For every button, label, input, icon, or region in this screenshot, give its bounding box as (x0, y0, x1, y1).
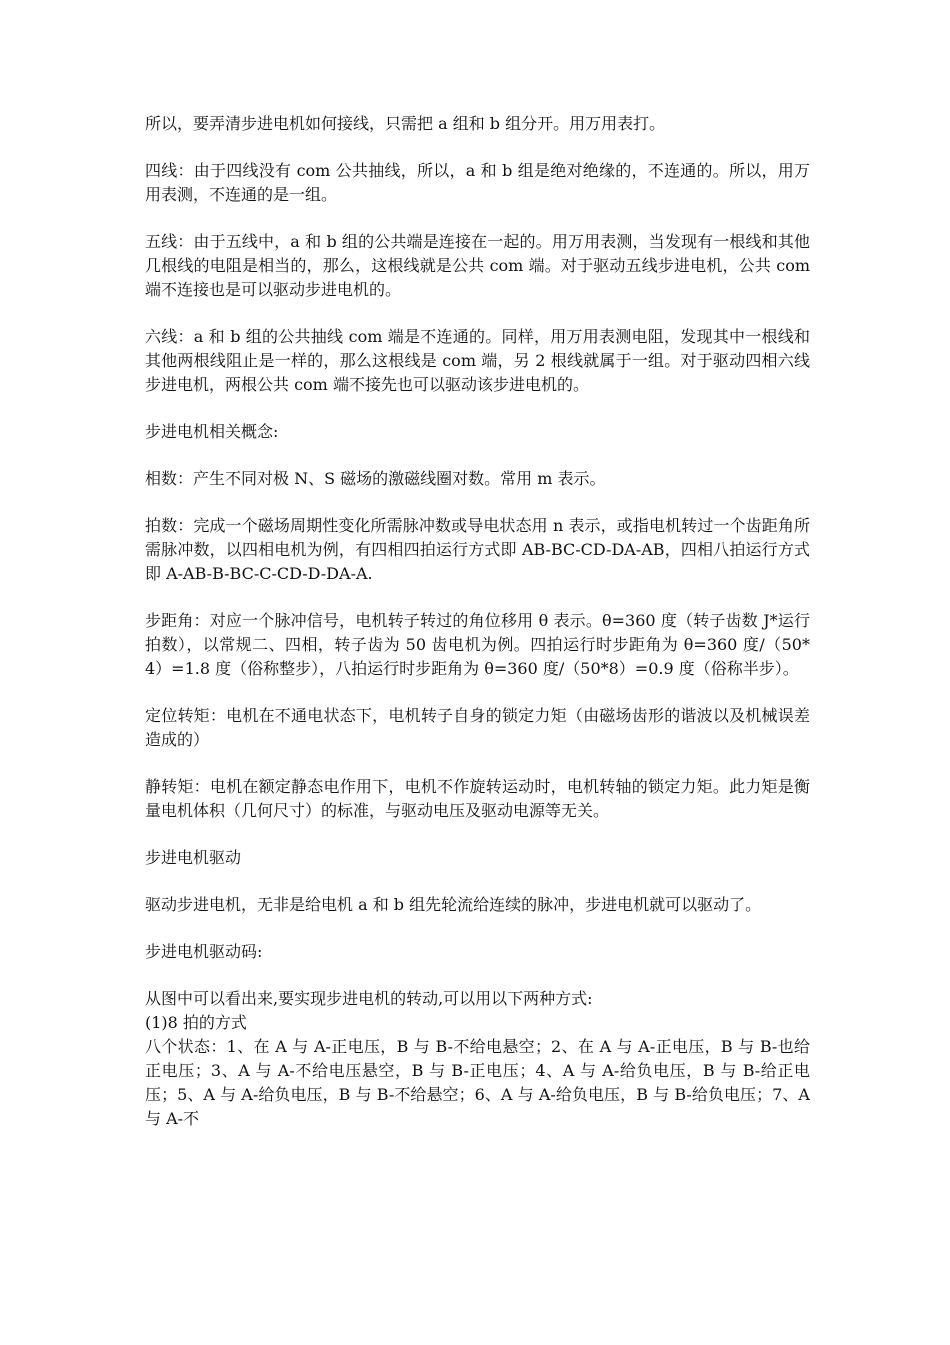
paragraph-gap (145, 823, 810, 846)
paragraph-static-torque: 静转矩：电机在额定静态电作用下，电机不作旋转运动时，电机转轴的锁定力矩。此力矩是衡量电机体积（几何尺寸）的标准，与驱动电压及驱动电源等无关。 (145, 777, 810, 820)
paragraph-detent-torque: 定位转矩：电机在不通电状态下，电机转子自身的锁定力矩（由磁场齿形的谐波以及机械误差造成的） (145, 706, 810, 749)
paragraph-gap (145, 752, 810, 775)
paragraph-eight-beat-heading: (1)8 拍的方式 (145, 1013, 247, 1032)
paragraph-step-angle: 步距角：对应一个脉冲信号，电机转子转过的角位移用 θ 表示。θ=360 度（转子齿数 J*运行拍数），以常规二、四相，转子齿为 50 齿电机为例。四拍运行时步距角为 θ=360 度/（50*4）=1.8 度（俗称整步），八拍运行时步距角为 θ=360 度/（50*8）=0.9 度（俗称半步）。 (145, 611, 810, 678)
paragraph-four-wire: 四线：由于四线没有 com 公共抽线，所以，a 和 b 组是绝对绝缘的，不连通的。所以，用万用表测，不连通的是一组。 (145, 161, 810, 204)
paragraph-gap (145, 917, 810, 940)
section-heading-drive: 步进电机驱动 (145, 848, 242, 867)
paragraph-gap (145, 870, 810, 893)
paragraph-phase-count: 相数：产生不同对极 N、S 磁场的激磁线圈对数。常用 m 表示。 (145, 469, 606, 488)
paragraph-gap (145, 207, 810, 230)
paragraph-gap (145, 302, 810, 325)
paragraph-drive: 驱动步进电机，无非是给电机 a 和 b 组先轮流给连续的脉冲，步进电机就可以驱动了。 (145, 895, 762, 914)
paragraph-gap (145, 136, 810, 159)
paragraph-eight-states: 八个状态：1、在 A 与 A-正电压，B 与 B-不给电悬空；2、在 A 与 A-正电压，B 与 B-也给正电压；3、A 与 A-不给电压悬空，B 与 B-正电压；4、A 与 A-给负电压，B 与 B-给正电压；5、A 与 A-给负电压，B 与 B-不给悬空；6、A 与 A-给负电压，B 与 B-给负电压；7、A 与 A-不 (145, 1037, 810, 1128)
paragraph-beat-count: 拍数：完成一个磁场周期性变化所需脉冲数或导电状态用 n 表示，或指电机转过一个齿距角所需脉冲数，以四相电机为例，有四相四拍运行方式即 AB-BC-CD-DA-AB，四相八拍运行方式即 A-AB-B-BC-C-CD-D-DA-A. (145, 516, 810, 583)
paragraph-six-wire: 六线：a 和 b 组的公共抽线 com 端是不连通的。同样，用万用表测电阻，发现其中一根线和其他两根线阻止是一样的，那么这根线是 com 端，另 2 根线就属于一组。对于驱动四相六线步进电机，两根公共 com 端不接先也可以驱动该步进电机的。 (145, 327, 810, 394)
paragraph-gap (145, 586, 810, 609)
paragraph-gap (145, 397, 810, 420)
paragraph-gap (145, 681, 810, 704)
paragraph-two-methods: 从图中可以看出来,要实现步进电机的转动,可以用以下两种方式: (145, 989, 593, 1008)
section-heading-drive-code: 步进电机驱动码: (145, 942, 263, 961)
paragraph-gap (145, 964, 810, 987)
paragraph-wiring-intro: 所以，要弄清步进电机如何接线，只需把 a 组和 b 组分开。用万用表打。 (145, 114, 666, 133)
section-heading-concepts: 步进电机相关概念: (145, 422, 279, 441)
document-page (145, 112, 810, 1131)
paragraph-gap (145, 444, 810, 467)
paragraph-gap (145, 491, 810, 514)
paragraph-five-wire: 五线：由于五线中，a 和 b 组的公共端是连接在一起的。用万用表测，当发现有一根线和其他几根线的电阻是相当的，那么，这根线就是公共 com 端。对于驱动五线步进电机，公共 com 端不连接也是可以驱动步进电机的。 (145, 232, 810, 299)
